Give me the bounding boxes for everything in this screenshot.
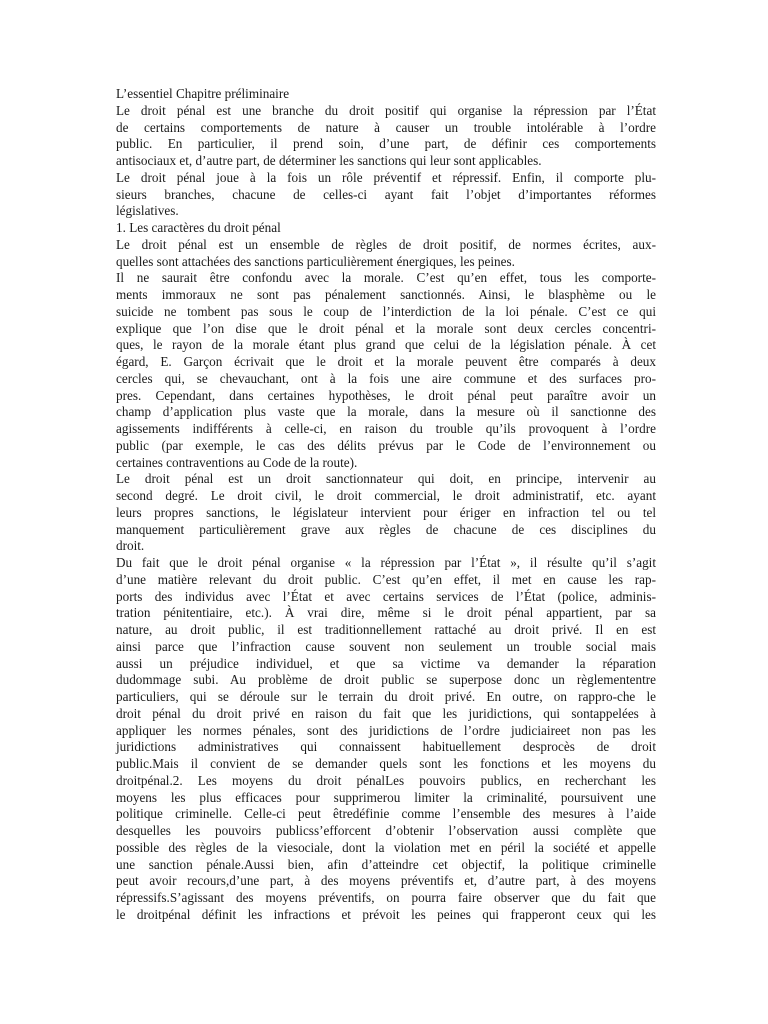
text-line: pres. Cependant, dans certaines hypothèses, le droit pénal peut paraître avoir un xyxy=(116,387,656,403)
text-line: public (par exemple, le cas des délits prévus par le Code de l’environnement ou xyxy=(116,437,656,453)
text-line: ques, le rayon de la morale étant plus grand que celui de la législation pénale. À cet xyxy=(116,337,656,353)
document-title-line: L’essentiel Chapitre préliminaire xyxy=(116,86,290,101)
text-line: ments immoraux ne sont pas pénalement sanctionnés. Ainsi, le blasphème ou le xyxy=(116,287,656,302)
text-line: une sanction pénale.Aussi bien, afin d’atteindre cet objectif, la politique criminelle xyxy=(116,856,656,872)
document-body xyxy=(116,86,656,924)
text-line: d’une matière relevant du droit public. C’est qu’en effet, il met en cause les rap- xyxy=(116,571,656,587)
text-line: le droitpénal définit les infractions et prévoit les peines qui frapperont ceux qui les xyxy=(116,906,656,922)
text-line: de certains comportements de nature à causer un trouble intolérable à l’ordre xyxy=(116,119,656,135)
text-line: manquement particulièrement grave aux règles de chacune de ces disciplines du xyxy=(116,521,656,537)
text-line: nature, au droit public, il est traditionnellement rattaché au droit privé. Il en est xyxy=(116,622,656,637)
text-line: dudommage subi. Au problème de droit public se superpose donc un règlemententre xyxy=(116,672,656,688)
text-line: public. En particulier, il prend soin, d’une part, de définir ces comportements xyxy=(116,136,656,152)
text-line: moyens les plus efficaces pour supprimerou limiter la criminalité, poursuivent une xyxy=(116,789,656,805)
text-line: certaines contraventions au Code de la route). xyxy=(116,454,358,470)
document-page xyxy=(116,86,656,924)
text-line: répressifs.S’agissant des moyens préventifs, on pourra faire observer que du fait que xyxy=(116,890,656,905)
text-line: champ d’application plus vaste que la morale, dans la mesure où il sanctionne des xyxy=(116,404,656,420)
text-line: desquelles les pouvoirs publicss’efforcent d’obtenir l’observation aussi complète que xyxy=(116,823,656,838)
text-line: cercles qui, se chevauchant, ont à la fois une aire commune et des surfaces pro- xyxy=(116,370,656,386)
text-line: peut avoir recours,d’une part, à des moyens préventifs et, d’autre part, à des moyens xyxy=(116,873,656,889)
text-line: Le droit pénal est un droit sanctionnateur qui doit, en principe, intervenir au xyxy=(116,471,656,487)
text-line: Le droit pénal est une branche du droit positif qui organise la répression par l’État xyxy=(116,102,656,118)
text-line: aussi un préjudice individuel, et que sa victime va demander la réparation xyxy=(116,655,656,671)
text-line: Le droit pénal est un ensemble de règles de droit positif, de normes écrites, aux- xyxy=(116,236,656,252)
text-line: droit. xyxy=(116,538,145,554)
text-line: explique que l’on dise que le droit pénal et la morale sont deux cercles concentri- xyxy=(116,320,656,336)
text-line: droitpénal.2. Les moyens du droit pénalLes pouvoirs publics, en recherchant les xyxy=(116,772,656,788)
text-line: public.Mais il convient de se demander quels sont les fonctions et les moyens du xyxy=(116,756,656,771)
text-line: appliquer les normes pénales, sont des juridictions de l’ordre judiciaireet non pas les xyxy=(116,722,656,738)
text-line: ports des individus avec l’État et avec certains services de l’État (police, adminis- xyxy=(116,588,656,604)
text-line: législatives. xyxy=(116,203,179,219)
text-line: Du fait que le droit pénal organise « la répression par l’État », il résulte qu’il s’agit xyxy=(116,555,656,570)
text-line: agissements indifférents à celle-ci, en raison du trouble qu’ils provoquent à l’ordre xyxy=(116,421,656,436)
text-line: suicide ne tombent pas sous le coup de l’interdiction de la loi pénale. C’est ce qui xyxy=(116,303,656,319)
text-line: droit pénal du droit privé en raison du fait que les juridictions, qui sontappelées à xyxy=(116,705,656,721)
text-line: 1. Les caractères du droit pénal xyxy=(116,220,281,235)
text-line: quelles sont attachées des sanctions particulièrement énergiques, les peines. xyxy=(116,253,515,269)
text-line: second degré. Le droit civil, le droit commercial, le droit administratif, etc. ayant xyxy=(116,488,656,503)
text-line: sieurs branches, chacune de celles-ci ayant fait l’objet d’importantes réformes xyxy=(116,186,656,202)
text-line: leurs propres sanctions, le législateur intervient pour ériger en infraction tel ou tel xyxy=(116,504,656,520)
text-line: Il ne saurait être confondu avec la morale. C’est qu’en effet, tous les comporte- xyxy=(116,270,656,286)
text-line: ainsi parce que l’infraction cause souvent non seulement un trouble social mais xyxy=(116,638,656,654)
text-line: antisociaux et, d’autre part, de déterminer les sanctions qui leur sont applicables. xyxy=(116,153,542,168)
text-line: égard, E. Garçon écrivait que le droit et la morale peuvent être comparés à deux xyxy=(116,354,656,369)
text-line: Le droit pénal joue à la fois un rôle préventif et répressif. Enfin, il comporte plu- xyxy=(116,169,656,185)
text-line: tration pénitentiaire, etc.). À vrai dire, même si le droit pénal appartient, par sa xyxy=(116,605,656,621)
text-line: politique criminelle. Celle-ci peut êtredéfinie comme l’ensemble des mesures à l’aide xyxy=(116,806,656,822)
text-line: juridictions administratives qui connaissent habituellement desprocès de droit xyxy=(116,739,656,755)
text-line: particuliers, qui se déroule sur le terrain du droit privé. En outre, on rappro-che le xyxy=(116,689,656,704)
text-line: possible des règles de la viesociale, dont la violation met en péril la société et appelle xyxy=(116,839,656,855)
